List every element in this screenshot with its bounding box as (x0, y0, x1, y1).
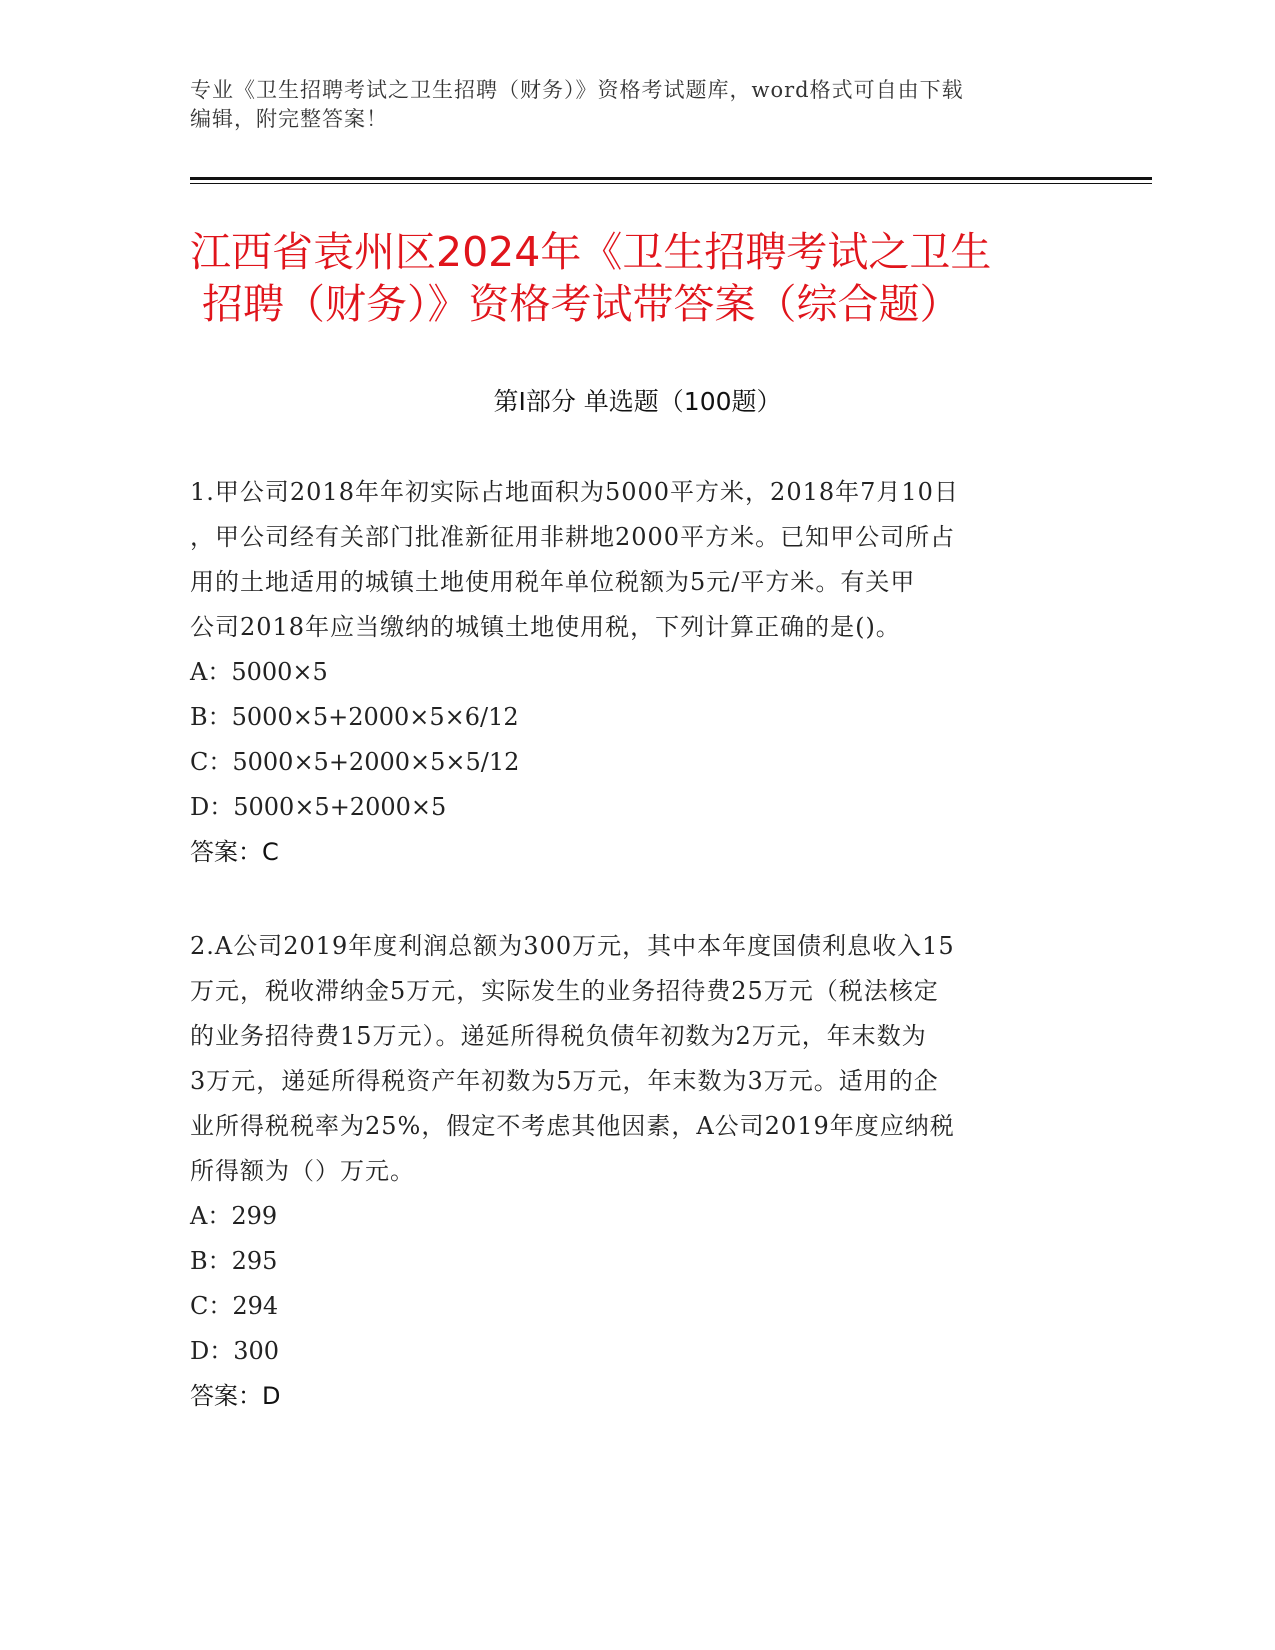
header-note-line-2: 编辑，附完整答案！ (190, 107, 388, 131)
option-c: C：294 (190, 1292, 279, 1320)
question-stem (190, 470, 1090, 650)
option-a: A：5000×5 (190, 658, 328, 686)
question-stem-line: 2.A公司2019年度利润总额为300万元，其中本年度国债利息收入15 (190, 932, 955, 960)
header-rule-thick (190, 177, 1152, 180)
option-b: B：5000×5+2000×5×6/12 (190, 703, 519, 731)
header-note (190, 76, 1090, 134)
question-1 (190, 470, 1090, 875)
question-2 (190, 924, 1090, 1419)
question-stem-line: 3万元，递延所得税资产年初数为5万元，年末数为3万元。适用的企 (190, 1067, 939, 1095)
question-stem-line: ，甲公司经有关部门批准新征用非耕地2000平方米。已知甲公司所占 (190, 523, 956, 551)
question-stem-line: 公司2018年应当缴纳的城镇土地使用税，下列计算正确的是()。 (190, 613, 901, 641)
option-d: D：5000×5+2000×5 (190, 793, 447, 821)
header-note-line-1: 专业《卫生招聘考试之卫生招聘（财务）》资格考试题库，word格式可自由下载 (190, 78, 964, 102)
document-title-line-1: 江西省袁州区2024年《卫生招聘考试之卫生 (190, 228, 992, 276)
option-a: A：299 (190, 1202, 278, 1230)
section-title: 第Ⅰ部分 单选题（100题） (493, 387, 782, 416)
option-d: D：300 (190, 1337, 280, 1365)
option-c: C：5000×5+2000×5×5/12 (190, 748, 520, 776)
document-title-line-2: 招聘（财务）》资格考试带答案（综合题） (202, 280, 961, 328)
question-stem-line: 用的土地适用的城镇土地使用税年单位税额为5元/平方米。有关甲 (190, 568, 916, 596)
question-stem (190, 924, 1090, 1194)
question-stem-line: 业所得税税率为25%，假定不考虑其他因素，A公司2019年度应纳税 (190, 1112, 955, 1140)
header-rule-thin (190, 183, 1152, 184)
question-stem-line: 所得额为（）万元。 (190, 1157, 415, 1185)
question-stem-line: 的业务招待费15万元）。递延所得税负债年初数为2万元，年末数为 (190, 1022, 927, 1050)
question-stem-line: 万元，税收滞纳金5万元，实际发生的业务招待费25万元（税法核定 (190, 977, 939, 1005)
option-b: B：295 (190, 1247, 278, 1275)
document-title (190, 226, 1090, 330)
question-stem-line: 1.甲公司2018年年初实际占地面积为5000平方米，2018年7月10日 (190, 478, 959, 506)
answer: 答案：D (190, 1382, 281, 1410)
answer: 答案：C (190, 838, 279, 866)
